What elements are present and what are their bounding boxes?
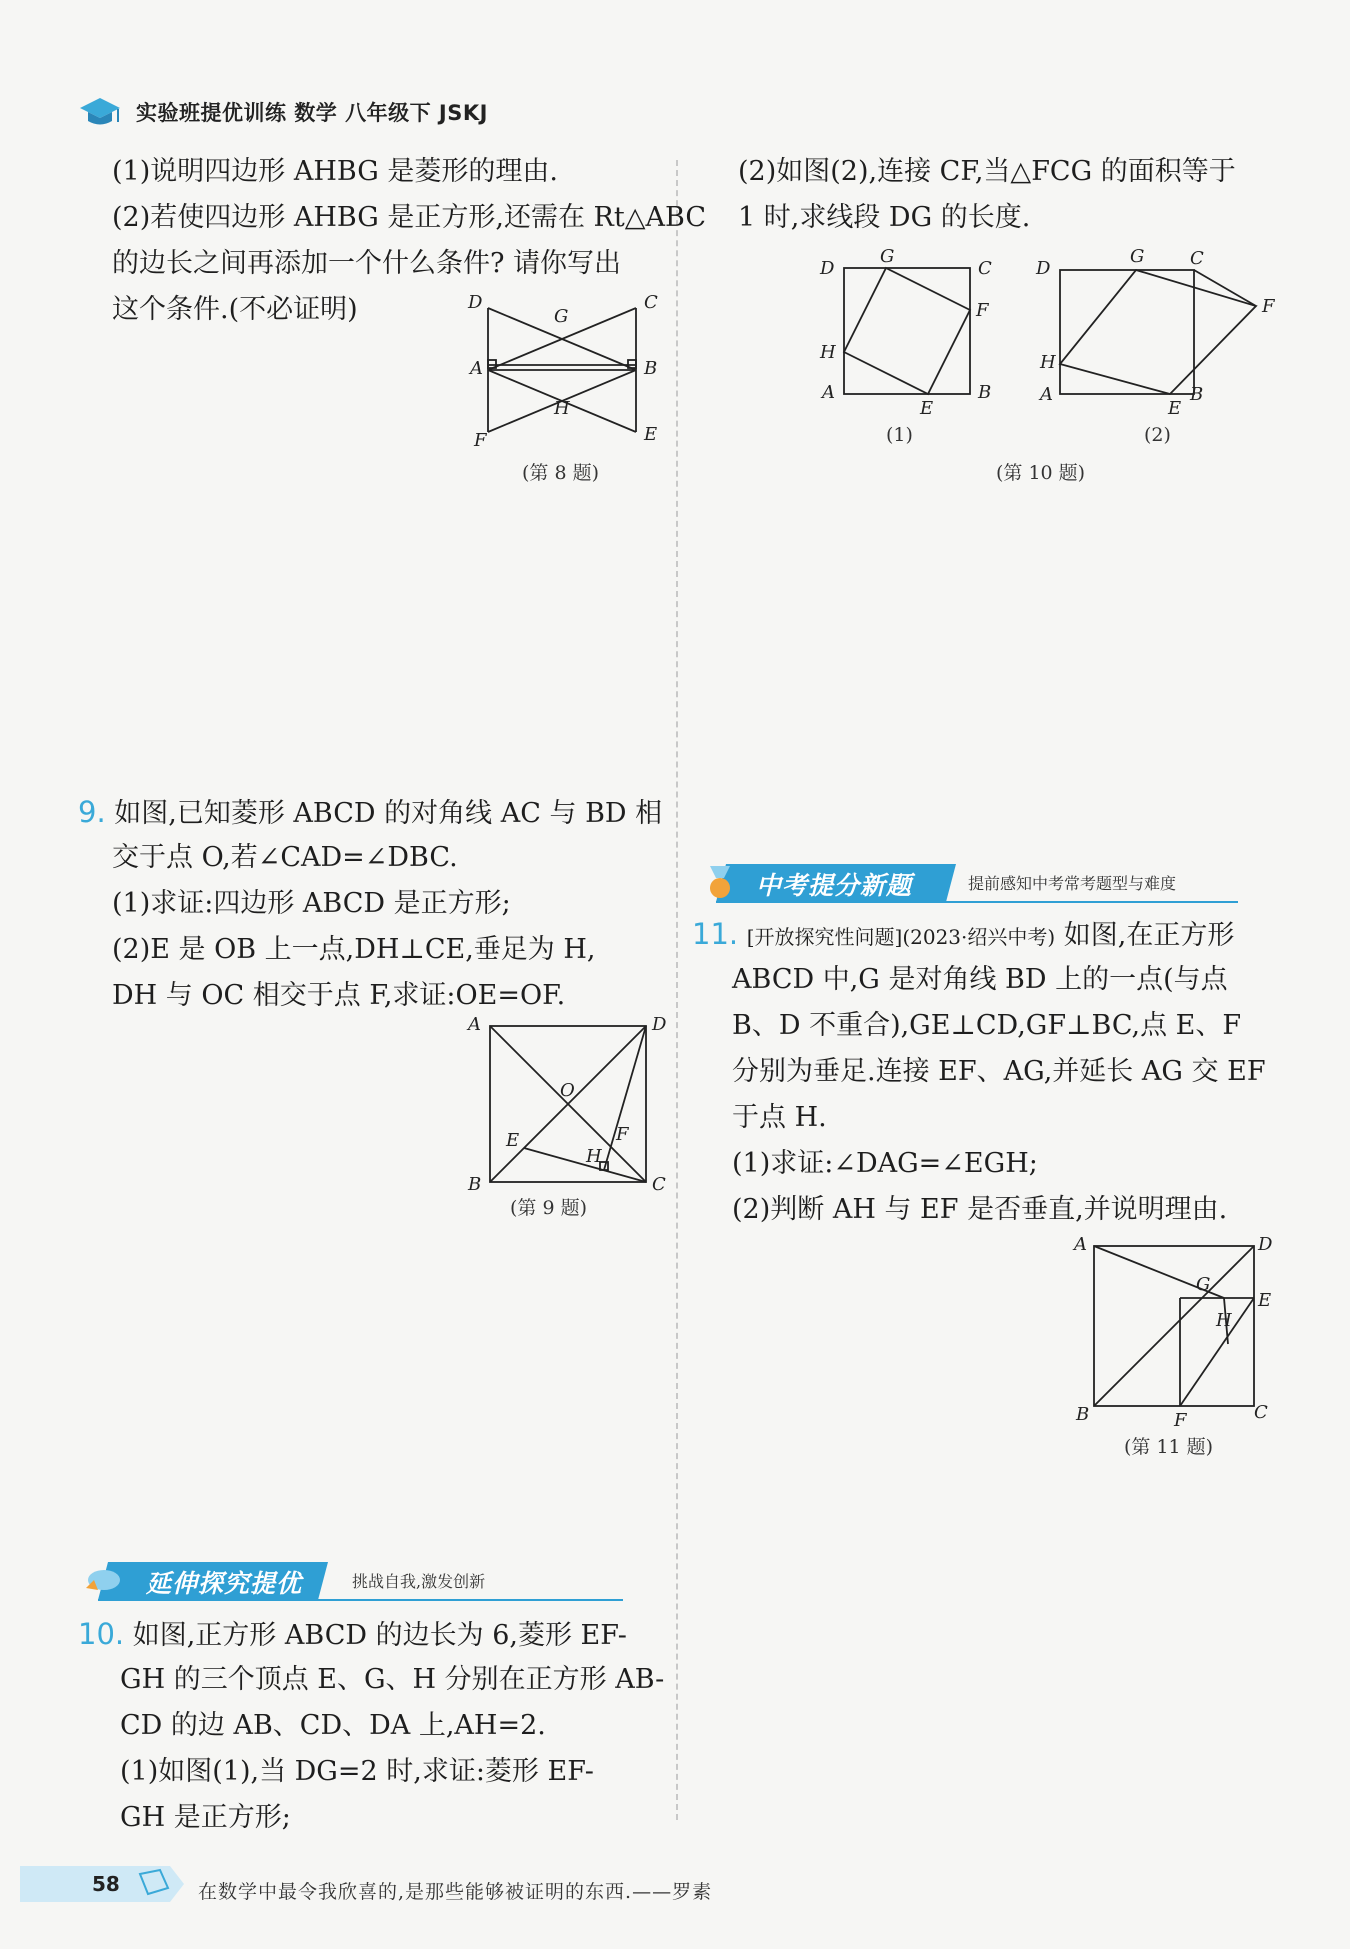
q10-line-5: GH 是正方形; xyxy=(120,1802,291,1833)
fig11-label-a: A xyxy=(1074,1234,1087,1255)
section-title-extend: 延伸探究提优 xyxy=(146,1569,303,1598)
fig10a-label-h: H xyxy=(820,342,836,363)
q11-line-3: B、D 不重合),GE⊥CD,GF⊥BC,点 E、F xyxy=(732,1010,1242,1041)
page-header xyxy=(78,94,488,130)
q11-line-7: (2)判断 AH 与 EF 是否垂直,并说明理由. xyxy=(732,1194,1228,1225)
q10-line-1 xyxy=(78,1612,627,1658)
q10-sub2: (2) xyxy=(1144,424,1171,446)
graduation-cap-icon xyxy=(78,94,122,130)
fig11-label-g: G xyxy=(1196,1274,1211,1295)
q9-line-2: 交于点 O,若∠CAD=∠DBC. xyxy=(112,842,458,873)
fig10b-label-g: G xyxy=(1130,246,1145,267)
fig10b-label-c: C xyxy=(1190,248,1204,269)
q9-line-4: (2)E 是 OB 上一点,DH⊥CE,垂足为 H, xyxy=(112,934,596,965)
q9-caption: (第 9 题) xyxy=(510,1197,587,1219)
q11-line-5: 于点 H. xyxy=(732,1102,827,1133)
fig10a-label-a: A xyxy=(822,382,835,403)
q9-line-1 xyxy=(78,790,662,836)
q11-line-2: ABCD 中,G 是对角线 BD 上的一点(与点 xyxy=(732,964,1228,995)
fig10a-label-f: F xyxy=(976,300,989,321)
fig10b-label-a: A xyxy=(1040,384,1053,405)
q10-line-3: CD 的边 AB、CD、DA 上,AH=2. xyxy=(120,1710,546,1741)
fig11-label-d: D xyxy=(1258,1234,1273,1255)
fig9-label-h: H xyxy=(586,1146,602,1167)
fig9-label-o: O xyxy=(560,1080,575,1101)
q10-right-line-2: 1 时,求线段 DG 的长度. xyxy=(738,202,1031,233)
footer-quote: 在数学中最令我欣喜的,是那些能够被证明的东西.——罗素 xyxy=(198,1881,713,1903)
section-sub-exam: 提前感知中考常考题型与难度 xyxy=(968,874,1177,893)
fig10a-label-b: B xyxy=(978,382,992,403)
rocket-icon xyxy=(86,1570,120,1590)
fig8-label-h: H xyxy=(554,398,570,419)
fig8-label-a: A xyxy=(470,358,483,379)
fig11-label-e: E xyxy=(1258,1290,1272,1311)
q11-text-first: 如图,在正方形 xyxy=(1063,920,1235,951)
section-sub-extend: 挑战自我,激发创新 xyxy=(352,1572,486,1591)
fig10a-label-g: G xyxy=(880,246,895,267)
q8-line-3: 的边长之间再添加一个什么条件? 请你写出 xyxy=(112,248,622,279)
fig10a-label-e: E xyxy=(920,398,934,419)
q11-line-4: 分别为垂足.连接 EF、AG,并延长 AG 交 EF xyxy=(732,1056,1266,1087)
figure-q10-2 xyxy=(1030,244,1280,419)
q11-number: 11. xyxy=(692,917,739,951)
fig9-label-c: C xyxy=(652,1174,666,1195)
q9-text-1: 如图,已知菱形 ABCD 的对角线 AC 与 BD 相 xyxy=(114,798,663,829)
q9-number: 9. xyxy=(78,795,106,829)
fig11-label-h: H xyxy=(1216,1310,1232,1331)
q8-line-2: (2)若使四边形 AHBG 是正方形,还需在 Rt△ABC xyxy=(112,202,706,233)
fig8-label-g: G xyxy=(554,306,569,327)
fig9-label-d: D xyxy=(652,1014,667,1035)
medal-icon xyxy=(710,866,730,898)
figure-q9 xyxy=(462,1012,672,1195)
fig10b-label-b: B xyxy=(1190,384,1204,405)
section-title-exam: 中考提分新题 xyxy=(756,871,913,900)
fig8-label-c: C xyxy=(644,292,658,313)
q11-caption: (第 11 题) xyxy=(1124,1436,1214,1458)
q11-line-1 xyxy=(692,912,1234,959)
q10-line-2: GH 的三个顶点 E、G、H 分别在正方形 AB- xyxy=(120,1664,665,1695)
q10-number: 10. xyxy=(78,1617,125,1651)
q8-line-1: (1)说明四边形 AHBG 是菱形的理由. xyxy=(112,156,558,187)
q11-tag: [开放探究性问题](2023·绍兴中考) xyxy=(746,925,1056,949)
header-title: 实验班提优训练 数学 八年级下 JSKJ xyxy=(136,101,488,125)
fig10b-label-e: E xyxy=(1168,398,1182,419)
figure-q11 xyxy=(1070,1234,1290,1434)
figure-q8 xyxy=(466,290,676,450)
fig9-label-f: F xyxy=(616,1124,629,1145)
fig8-label-b: B xyxy=(644,358,658,379)
figure-q10-1 xyxy=(810,244,1000,419)
fig9-label-b: B xyxy=(468,1174,482,1195)
fig8-label-d: D xyxy=(468,292,483,313)
fig11-label-b: B xyxy=(1076,1404,1090,1425)
fig10b-label-f: F xyxy=(1262,296,1275,317)
q8-caption: (第 8 题) xyxy=(522,462,599,484)
fig10b-label-h: H xyxy=(1040,352,1056,373)
page-number: 58 xyxy=(92,1872,120,1896)
fig9-label-e: E xyxy=(506,1130,520,1151)
column-divider xyxy=(676,160,678,1820)
q8-line-4: 这个条件.(不必证明) xyxy=(112,294,358,325)
fig11-label-c: C xyxy=(1254,1402,1268,1423)
q9-line-5: DH 与 OC 相交于点 F,求证:OE=OF. xyxy=(112,980,566,1011)
q10-sub1: (1) xyxy=(886,424,913,446)
fig10b-label-d: D xyxy=(1036,258,1051,279)
q9-line-3: (1)求证:四边形 ABCD 是正方形; xyxy=(112,888,511,919)
q10-caption: (第 10 题) xyxy=(996,462,1086,484)
fig8-label-e: E xyxy=(644,424,658,445)
q11-line-6: (1)求证:∠DAG=∠EGH; xyxy=(732,1148,1038,1179)
fig11-label-f: F xyxy=(1174,1410,1187,1431)
q10-right-line-1: (2)如图(2),连接 CF,当△FCG 的面积等于 xyxy=(738,156,1236,187)
q10-line-4: (1)如图(1),当 DG=2 时,求证:菱形 EF- xyxy=(120,1756,594,1787)
fig8-label-f: F xyxy=(474,430,487,451)
fig10a-label-d: D xyxy=(820,258,835,279)
fig10a-label-c: C xyxy=(978,258,992,279)
fig9-label-a: A xyxy=(468,1014,481,1035)
q10-text-1: 如图,正方形 ABCD 的边长为 6,菱形 EF- xyxy=(132,1620,627,1651)
